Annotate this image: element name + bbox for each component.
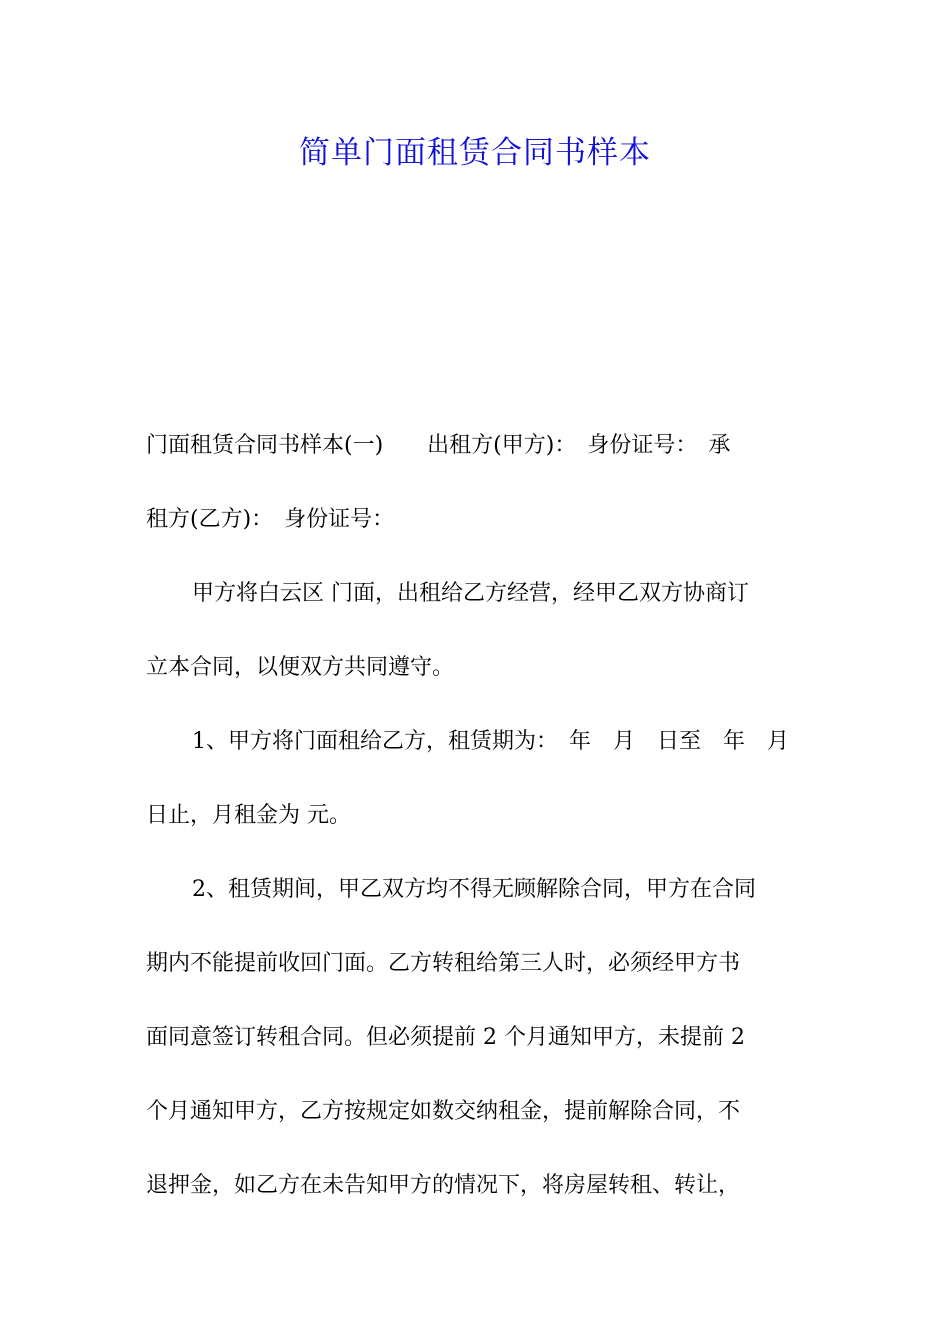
document-title: 简单门面租赁合同书样本	[299, 135, 651, 171]
paragraph-line: 期内不能提前收回门面。乙方转租给第三人时，必须经甲方书	[146, 951, 741, 976]
paragraph-line: 门面租赁合同书样本(一) 出租方(甲方)： 身份证号： 承	[146, 433, 731, 458]
paragraph-line: 1、甲方将门面租给乙方，租赁期为： 年 月 日至 年 月	[192, 729, 789, 754]
paragraph-line: 甲方将白云区 门面，出租给乙方经营，经甲乙双方协商订	[192, 581, 749, 606]
paragraph-4	[146, 853, 806, 1223]
paragraph-line: 租方(乙方)： 身份证号：	[146, 507, 395, 532]
paragraph-line: 面同意签订转租合同。但必须提前 2 个月通知甲方，未提前 2	[146, 1025, 745, 1050]
document-body	[146, 409, 806, 1223]
paragraph-line: 退押金，如乙方在未告知甲方的情况下，将房屋转租、转让，	[146, 1173, 741, 1198]
paragraph-3	[146, 705, 806, 853]
paragraph-line: 日止，月租金为 元。	[146, 803, 351, 828]
paragraph-2	[146, 557, 806, 705]
paragraph-line: 个月通知甲方，乙方按规定如数交纳租金，提前解除合同，不	[146, 1099, 741, 1124]
paragraph-line: 2、租赁期间，甲乙双方均不得无顾解除合同，甲方在合同	[192, 877, 756, 902]
paragraph-1	[146, 409, 806, 557]
paragraph-line: 立本合同，以便双方共同遵守。	[146, 655, 455, 680]
